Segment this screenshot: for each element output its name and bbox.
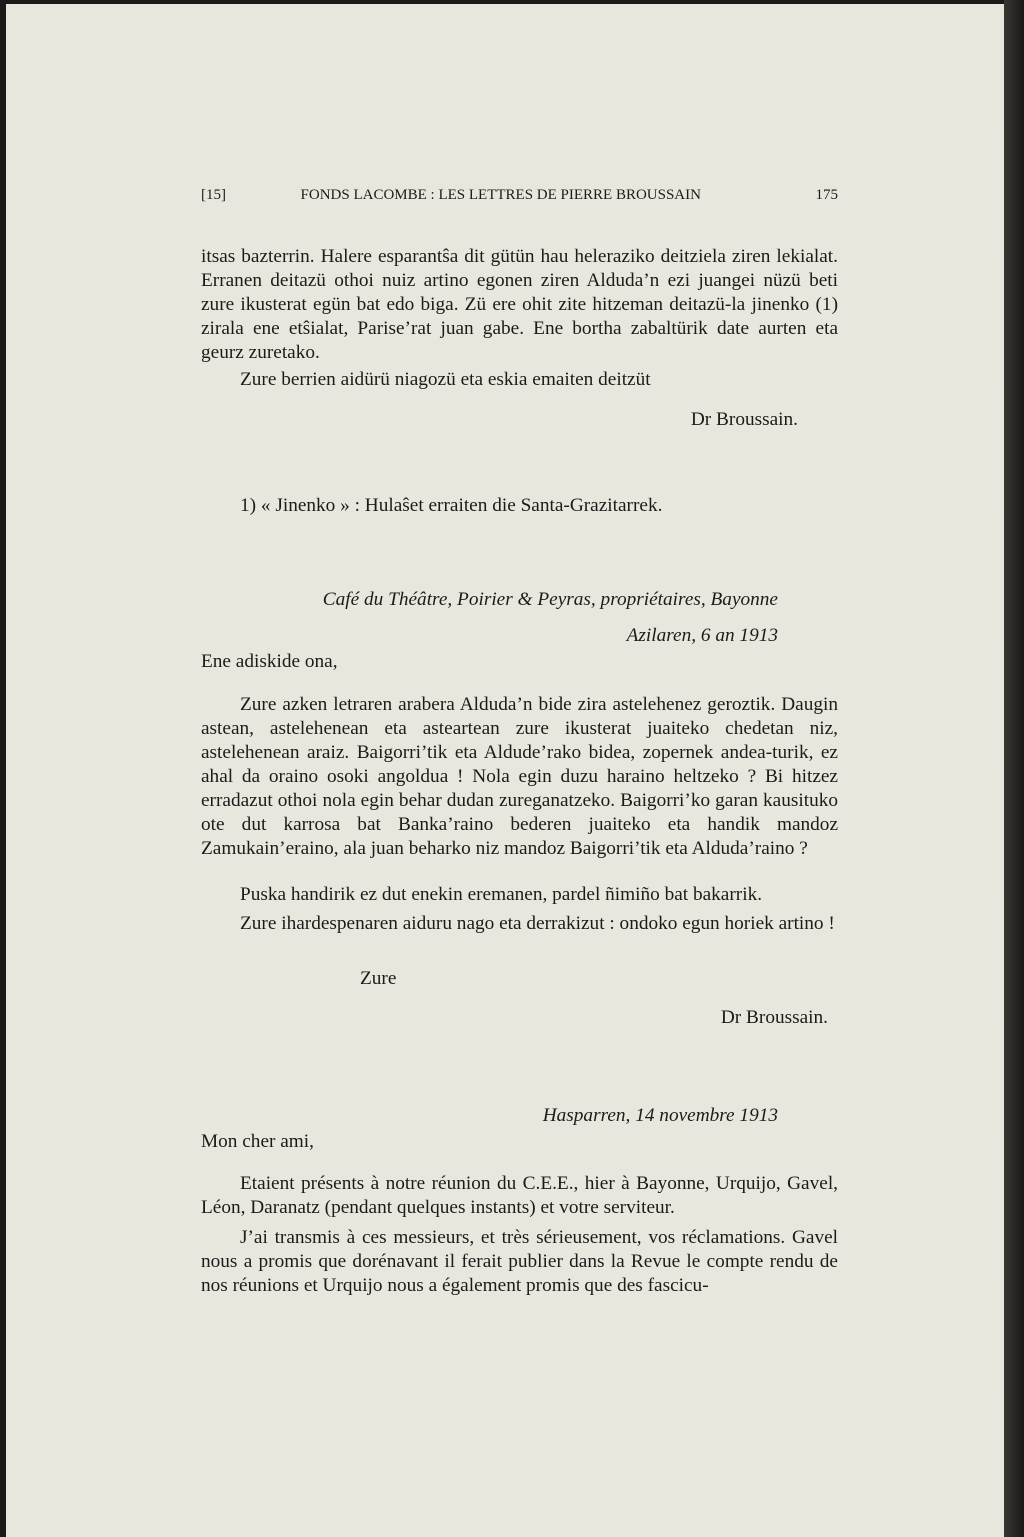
closing: Zure [360,968,397,989]
section-number: [15] [201,187,226,203]
paragraph: J’ai transmis à ces messieurs, et très sérieusement, vos réclamations. Gavel nous a promis que dorénavant il ferait publier dans la Revue le compte rendu de nos réunions et Urquijo nous a également promis que des fascicu- [201,1227,838,1296]
paragraph: Puska handirik ez dut enekin eremanen, pardel ñimiño bat bakarrik. [240,884,763,905]
letter-date: Hasparren, 14 novembre 1913 [542,1105,778,1126]
page-number: 175 [815,187,838,203]
signature: Dr Broussain. [690,409,798,430]
page-edge [1004,0,1024,1537]
paragraph: Etaient présents à notre réunion du C.E.E., hier à Bayonne, Urquijo, Gavel, Léon, Daranatz (pendant quelques instants) et votre serviteur. [201,1173,838,1218]
paragraph: itsas bazterrin. Halere esparantŝa dit gütün hau heleraziko deitziela ziren lekialat. Erranen deitazü othoi nuiz artino egonen ziren Alduda’n ezi juangei nüzü beti zure ikusterat egün bat edo biga. Zü ere ohit zite hitzeman deitazü-la jinenko (1) zirala ene etŝialat, Parise’rat juan gabe. Ene bortha zabaltürik date aurten eta geurz zuretako. [201,246,838,363]
paragraph: Zure ihardespenaren aiduru nago eta derrakizut : ondoko egun horiek artino ! [240,913,835,934]
running-title: FONDS LACOMBE : LES LETTRES DE PIERRE BROUSSAIN [300,187,701,203]
salutation: Ene adiskide ona, [201,651,338,672]
signature: Dr Broussain. [720,1007,828,1028]
footnote: 1) « Jinenko » : Hulaŝet erraiten die Santa-Grazitarrek. [240,495,663,516]
running-header [201,187,838,204]
letter-date: Azilaren, 6 an 1913 [626,625,778,646]
salutation: Mon cher ami, [201,1131,314,1152]
paragraph: Zure azken letraren arabera Alduda’n bide zira astelehenez geroztik. Daugin astean, astelehenean eta asteartean zure ikusterat juaiteko chedetan niz, astelehenean araiz. Baigorri’tik eta Aldude’rako bidea, zopernek andea-turik, ez ahal da oraino osoki angoldua ! Nola egin duzu haraino heltzeko ? Bi hitzez erradazut othoi nola egin behar dudan zureganatzeko. Baigorri’ko garan kausituko ote dut karrosa bat Banka’raino bederen juaiteko eta handik mandoz Zamukain’eraino, ala juan beharko niz mandoz Baigorri’tik eta Alduda’raino ? [201,694,838,859]
letterhead: Café du Théâtre, Poirier & Peyras, propriétaires, Bayonne [322,589,778,610]
paragraph: Zure berrien aidürü niagozü eta eskia emaiten deitzüt [240,369,651,390]
